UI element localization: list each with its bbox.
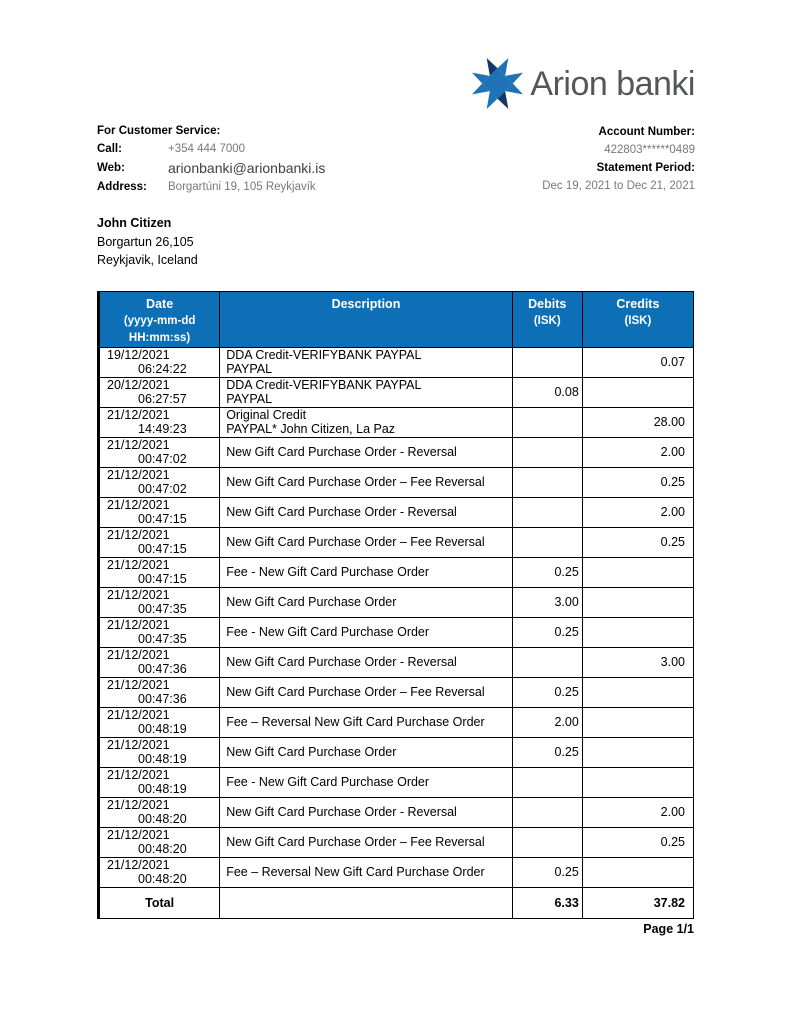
customer-address-line2: Reykjavik, Iceland <box>97 253 198 267</box>
credit-cell <box>582 767 693 797</box>
description-cell: New Gift Card Purchase Order - Reversal <box>220 647 512 677</box>
customer-service-call-row <box>97 140 325 159</box>
table-row <box>99 677 694 707</box>
credit-cell <box>582 557 693 587</box>
credit-cell: 3.00 <box>582 647 693 677</box>
date-cell: 21/12/2021 00:47:35 <box>99 587 220 617</box>
debit-cell <box>512 497 582 527</box>
table-row <box>99 527 694 557</box>
description-cell: New Gift Card Purchase Order – Fee Reversal <box>220 827 512 857</box>
credit-cell: 0.25 <box>582 467 693 497</box>
address-label: Address: <box>97 181 147 193</box>
table-row <box>99 377 694 407</box>
debit-cell: 2.00 <box>512 707 582 737</box>
credit-cell <box>582 677 693 707</box>
description-cell: Original Credit PAYPAL* John Citizen, La Paz <box>220 407 512 437</box>
date-cell: 21/12/2021 00:48:19 <box>99 737 220 767</box>
table-row <box>99 587 694 617</box>
table-row <box>99 437 694 467</box>
debit-cell <box>512 767 582 797</box>
table-row <box>99 707 694 737</box>
total-label: Total <box>99 887 220 918</box>
table-row <box>99 767 694 797</box>
debits-column-header: Debits (ISK) <box>512 291 582 347</box>
debit-cell <box>512 347 582 377</box>
debit-cell: 0.25 <box>512 857 582 887</box>
date-cell: 21/12/2021 00:48:20 <box>99 827 220 857</box>
date-cell: 21/12/2021 00:48:20 <box>99 797 220 827</box>
statement-info-section <box>97 123 695 197</box>
credit-cell <box>582 377 693 407</box>
credit-cell <box>582 857 693 887</box>
description-cell: New Gift Card Purchase Order <box>220 737 512 767</box>
description-cell: Fee - New Gift Card Purchase Order <box>220 557 512 587</box>
account-number-value: 422803******0489 <box>604 144 695 156</box>
brand-name: Arion banki <box>530 65 695 103</box>
debit-cell <box>512 407 582 437</box>
description-cell: DDA Credit-VERIFYBANK PAYPAL PAYPAL <box>220 377 512 407</box>
phone-number: +354 444 7000 <box>168 143 246 155</box>
total-debits: 6.33 <box>512 887 582 918</box>
credit-cell: 28.00 <box>582 407 693 437</box>
debit-cell <box>512 647 582 677</box>
total-description-cell <box>220 887 512 918</box>
description-cell: New Gift Card Purchase Order – Fee Reversal <box>220 467 512 497</box>
customer-service-address-row <box>97 178 325 197</box>
debit-cell: 3.00 <box>512 587 582 617</box>
debit-cell: 0.25 <box>512 557 582 587</box>
credits-column-header: Credits (ISK) <box>582 291 693 347</box>
date-cell: 21/12/2021 00:47:15 <box>99 557 220 587</box>
table-row <box>99 497 694 527</box>
table-row <box>99 347 694 377</box>
account-number-label: Account Number: <box>598 126 695 138</box>
description-cell: New Gift Card Purchase Order - Reversal <box>220 797 512 827</box>
total-credits: 37.82 <box>582 887 693 918</box>
table-header <box>99 291 694 347</box>
credit-cell <box>582 737 693 767</box>
debit-cell <box>512 527 582 557</box>
description-column-header: Description <box>220 291 512 347</box>
customer-name: John Citizen <box>97 216 172 230</box>
transactions-table <box>97 291 694 919</box>
date-cell: 21/12/2021 00:48:19 <box>99 767 220 797</box>
date-cell: 19/12/2021 06:24:22 <box>99 347 220 377</box>
table-row <box>99 557 694 587</box>
description-cell: Fee - New Gift Card Purchase Order <box>220 617 512 647</box>
table-row <box>99 797 694 827</box>
table-row <box>99 737 694 767</box>
date-cell: 21/12/2021 00:47:15 <box>99 497 220 527</box>
credit-cell <box>582 617 693 647</box>
credit-cell: 0.25 <box>582 827 693 857</box>
debit-cell <box>512 827 582 857</box>
debit-cell: 0.08 <box>512 377 582 407</box>
description-cell: New Gift Card Purchase Order - Reversal <box>220 497 512 527</box>
date-cell: 21/12/2021 00:47:36 <box>99 647 220 677</box>
table-row <box>99 467 694 497</box>
credit-cell: 2.00 <box>582 497 693 527</box>
email-address: arionbanki@arionbanki.is <box>168 160 326 176</box>
description-cell: New Gift Card Purchase Order – Fee Reversal <box>220 527 512 557</box>
customer-service-title: For Customer Service: <box>97 125 221 137</box>
total-row <box>99 887 694 918</box>
bank-address: Borgartúni 19, 105 Reykjavík <box>168 181 316 193</box>
description-cell: Fee - New Gift Card Purchase Order <box>220 767 512 797</box>
table-footer <box>99 887 694 918</box>
statement-period-label: Statement Period: <box>596 162 695 174</box>
table-body <box>99 347 694 887</box>
date-column-header: Date (yyyy-mm-dd HH:mm:ss) <box>99 291 220 347</box>
arion-banki-star-icon <box>472 58 523 114</box>
description-cell: DDA Credit-VERIFYBANK PAYPAL PAYPAL <box>220 347 512 377</box>
customer-service-block <box>97 123 325 197</box>
table-row <box>99 647 694 677</box>
date-cell: 21/12/2021 00:47:36 <box>99 677 220 707</box>
credit-cell: 0.07 <box>582 347 693 377</box>
date-cell: 21/12/2021 00:48:19 <box>99 707 220 737</box>
web-label: Web: <box>97 162 125 174</box>
credit-cell: 2.00 <box>582 797 693 827</box>
credit-cell <box>582 587 693 617</box>
table-row <box>99 617 694 647</box>
credit-cell <box>582 707 693 737</box>
debit-cell: 0.25 <box>512 737 582 767</box>
table-row <box>99 407 694 437</box>
date-cell: 20/12/2021 06:27:57 <box>99 377 220 407</box>
statement-period-value: Dec 19, 2021 to Dec 21, 2021 <box>542 180 695 192</box>
table-row <box>99 827 694 857</box>
debit-cell <box>512 437 582 467</box>
brand-header <box>97 58 695 114</box>
description-cell: New Gift Card Purchase Order – Fee Reversal <box>220 677 512 707</box>
debit-cell: 0.25 <box>512 677 582 707</box>
credit-cell: 0.25 <box>582 527 693 557</box>
call-label: Call: <box>97 143 122 155</box>
page-content <box>0 58 791 936</box>
debit-cell <box>512 797 582 827</box>
debit-cell <box>512 467 582 497</box>
description-cell: New Gift Card Purchase Order <box>220 587 512 617</box>
date-cell: 21/12/2021 00:47:02 <box>99 467 220 497</box>
description-cell: New Gift Card Purchase Order - Reversal <box>220 437 512 467</box>
date-cell: 21/12/2021 00:47:15 <box>99 527 220 557</box>
description-cell: Fee – Reversal New Gift Card Purchase Order <box>220 707 512 737</box>
page-number: Page 1/1 <box>643 921 694 936</box>
account-info-block <box>542 123 695 195</box>
debit-cell: 0.25 <box>512 617 582 647</box>
date-cell: 21/12/2021 00:47:35 <box>99 617 220 647</box>
credit-cell: 2.00 <box>582 437 693 467</box>
table-row <box>99 857 694 887</box>
date-cell: 21/12/2021 00:47:02 <box>99 437 220 467</box>
customer-address-line1: Borgartun 26,105 <box>97 234 194 249</box>
customer-service-web-row <box>97 159 325 178</box>
date-cell: 21/12/2021 14:49:23 <box>99 407 220 437</box>
customer-address-block <box>97 214 695 270</box>
date-cell: 21/12/2021 00:48:20 <box>99 857 220 887</box>
description-cell: Fee – Reversal New Gift Card Purchase Order <box>220 857 512 887</box>
